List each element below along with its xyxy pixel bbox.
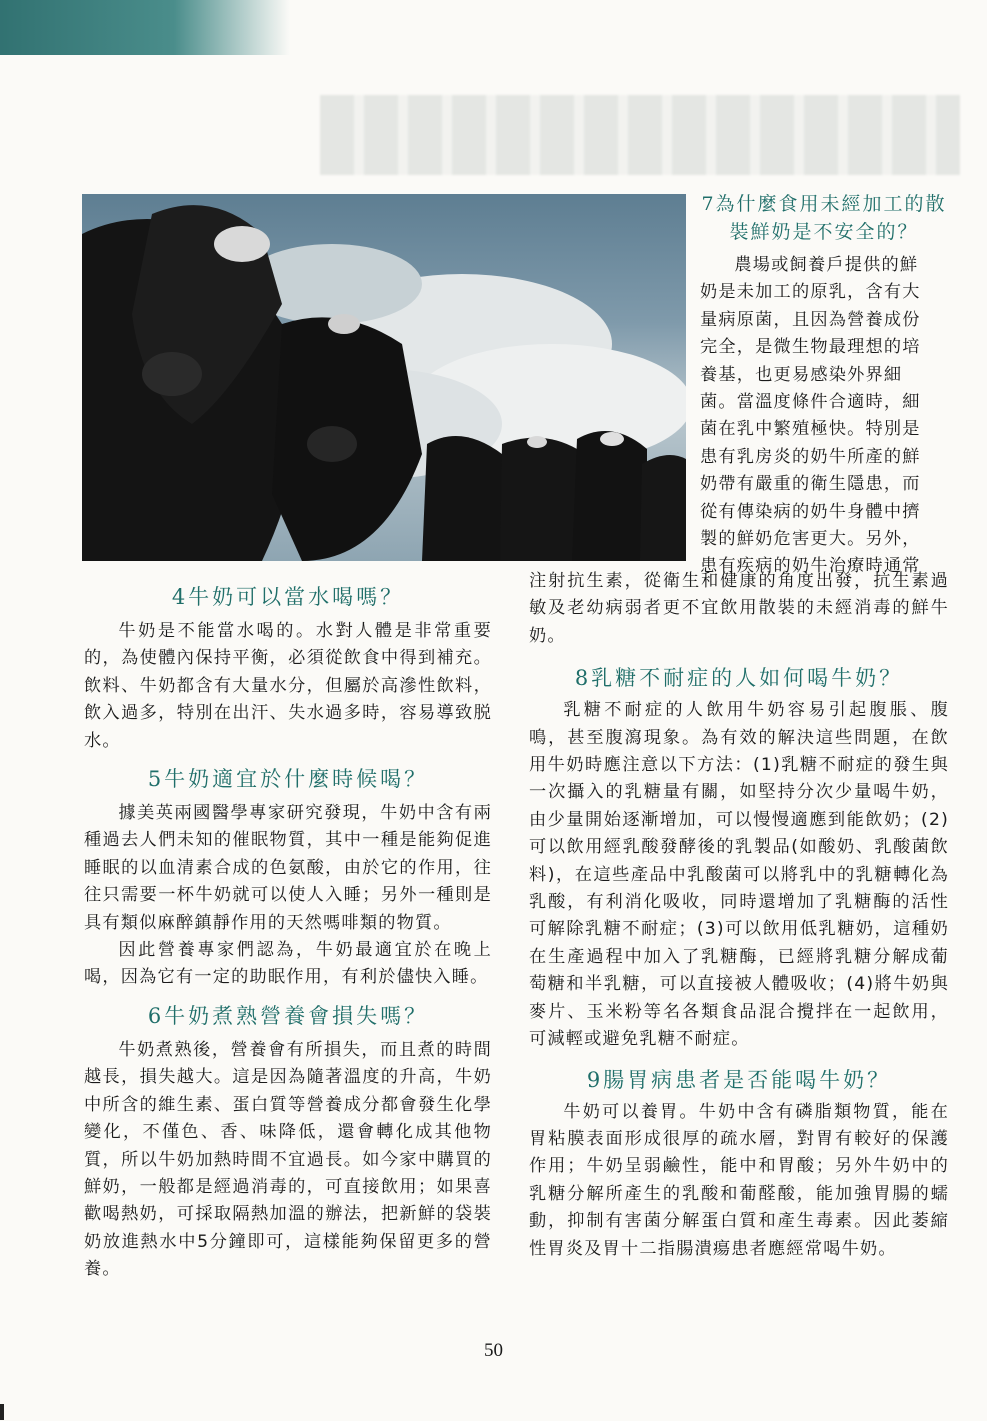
q7-line: 菌。當溫度條件合適時，細 [700,392,921,413]
cows-photo [82,194,686,561]
q5-body-1: 據美英兩國醫學專家研究發現，牛奶中含有兩種過去人們未知的催眠物質，其中一種是能夠促進睡眠的以血清素合成的色氨酸，由於它的作用，往往只需要一杯牛奶就可以使人入睡；另外一種則是具有類似麻醉鎮靜作用的天然嗎啡類的物質。 [84,803,492,933]
cows-illustration [82,194,686,561]
q5-body-2: 因此營養專家們認為，牛奶最適宜於在晚上喝，因為它有一定的助眠作用，有利於儘快入睡。 [84,940,492,988]
scan-corner-mark [0,1404,4,1420]
q8-body: 乳糖不耐症的人飲用牛奶容易引起腹脹、腹鳴，甚至腹瀉現象。為有效的解決這些問題，在飲用牛奶時應注意以下方法：(1)乳糖不耐症的發生與一次攝入的乳糖量有關，如堅持分次少量喝牛奶，由少量開始逐漸增加，可以慢慢適應到能飲奶；(2)可以飲用經乳酸發酵後的乳製品(如酸奶、乳酸菌飲料)，在這些產品中乳酸菌可以將乳中的乳糖轉化為乳酸，有利消化吸收，同時還增加了乳糖酶的活性可解除乳糖不耐症；(3)可以飲用低乳糖奶，這種奶在生產過程中加入了乳糖酶，已經將乳糖分解成葡萄糖和半乳糖，可以直接被人體吸收；(4)將牛奶與麥片、玉米粉等名各類食品混合攪拌在一起飲用，可減輕或避免乳糖不耐症。 [529,700,949,1050]
q6-title: 6牛奶煮熟營養會損失嗎？ [147,1003,429,1028]
q7-line: 從有傳染病的奶牛身體中擠 [700,501,921,522]
q4-body: 牛奶是不能當水喝的。水對人體是非常重要的，為使體內保持平衡，必須從飲食中得到補充。飲料、牛奶都含有大量水分，但屬於高滲性飲料，飲入過多，特別在出汗、失水過多時，容易導致脱水。 [84,621,492,751]
section-q7 [700,190,948,581]
q7-title-line1: 7為什麼食用未經加工的散 [701,193,947,215]
q7-line: 菌在乳中繁殖極快。特別是 [700,419,921,440]
right-column [529,568,949,1263]
q7-line: 養基，也更易感染外界細 [700,364,903,385]
q7-title-line2: 裝鮮奶是不安全的？ [729,221,919,243]
q6-body: 牛奶煮熟後，營養會有所損失，而且煮的時間越長，損失越大。這是因為隨著溫度的升高，牛奶中所含的維生素、蛋白質等營養成分都會發生化學變化，不僅色、香、味降低，還會轉化成其他物質，所以牛奶加熱時間不宜過長。如今家中購買的鮮奶，一般都是經過消毒的，可直接飲用；如果喜歡喝熱奶，可採取隔熱加溫的辦法，把新鮮的袋裝奶放進熱水中5分鐘即可，這樣能夠保留更多的營養。 [84,1039,492,1280]
q5-title: 5牛奶適宜於什麼時候喝？ [147,767,429,792]
q7-line: 完全，是微生物最理想的培 [700,337,921,358]
q8-title: 8乳糖不耐症的人如何喝牛奶？ [574,666,904,691]
q7-line: 製的鮮奶危害更大。另外， [700,529,921,550]
q7-line: 量病原菌，且因為營養成份 [700,309,921,330]
q9-body: 牛奶可以養胃。牛奶中含有磷脂類物質，能在胃粘膜表面形成很厚的疏水層，對胃有較好的保護作用；牛奶呈弱鹼性，能中和胃酸；另外牛奶中的乳糖分解所產生的乳酸和葡醛酸，能加強胃腸的蠕動，抑制有害菌分解蛋白質和產生毒素。因此萎縮性胃炎及胃十二指腸潰瘍患者應經常喝牛奶。 [529,1101,949,1259]
top-banner [0,0,290,55]
q4-title: 4牛奶可以當水喝嗎？ [171,585,405,609]
faded-background-heading [320,95,960,175]
q7-line: 患有乳房炎的奶牛所產的鮮 [700,446,921,467]
page-number: 50 [484,1340,503,1361]
q7-line: 農場或飼養戶提供的鮮 [734,255,919,275]
left-column [84,583,492,1284]
q7-line: 患有疾病的奶牛治療時通常 [700,556,921,577]
q7-body-column [700,252,948,581]
q7-line: 奶是未加工的原乳，含有大 [700,282,921,303]
q9-title: 9腸胃病患者是否能喝牛奶？ [586,1067,892,1092]
q7-line: 奶帶有嚴重的衛生隱患，而 [700,474,921,495]
q7-continuation: 注射抗生素，從衛生和健康的角度出發，抗生素過敏及老幼病弱者更不宜飲用散裝的未經消毒的鮮牛奶。 [529,571,949,646]
